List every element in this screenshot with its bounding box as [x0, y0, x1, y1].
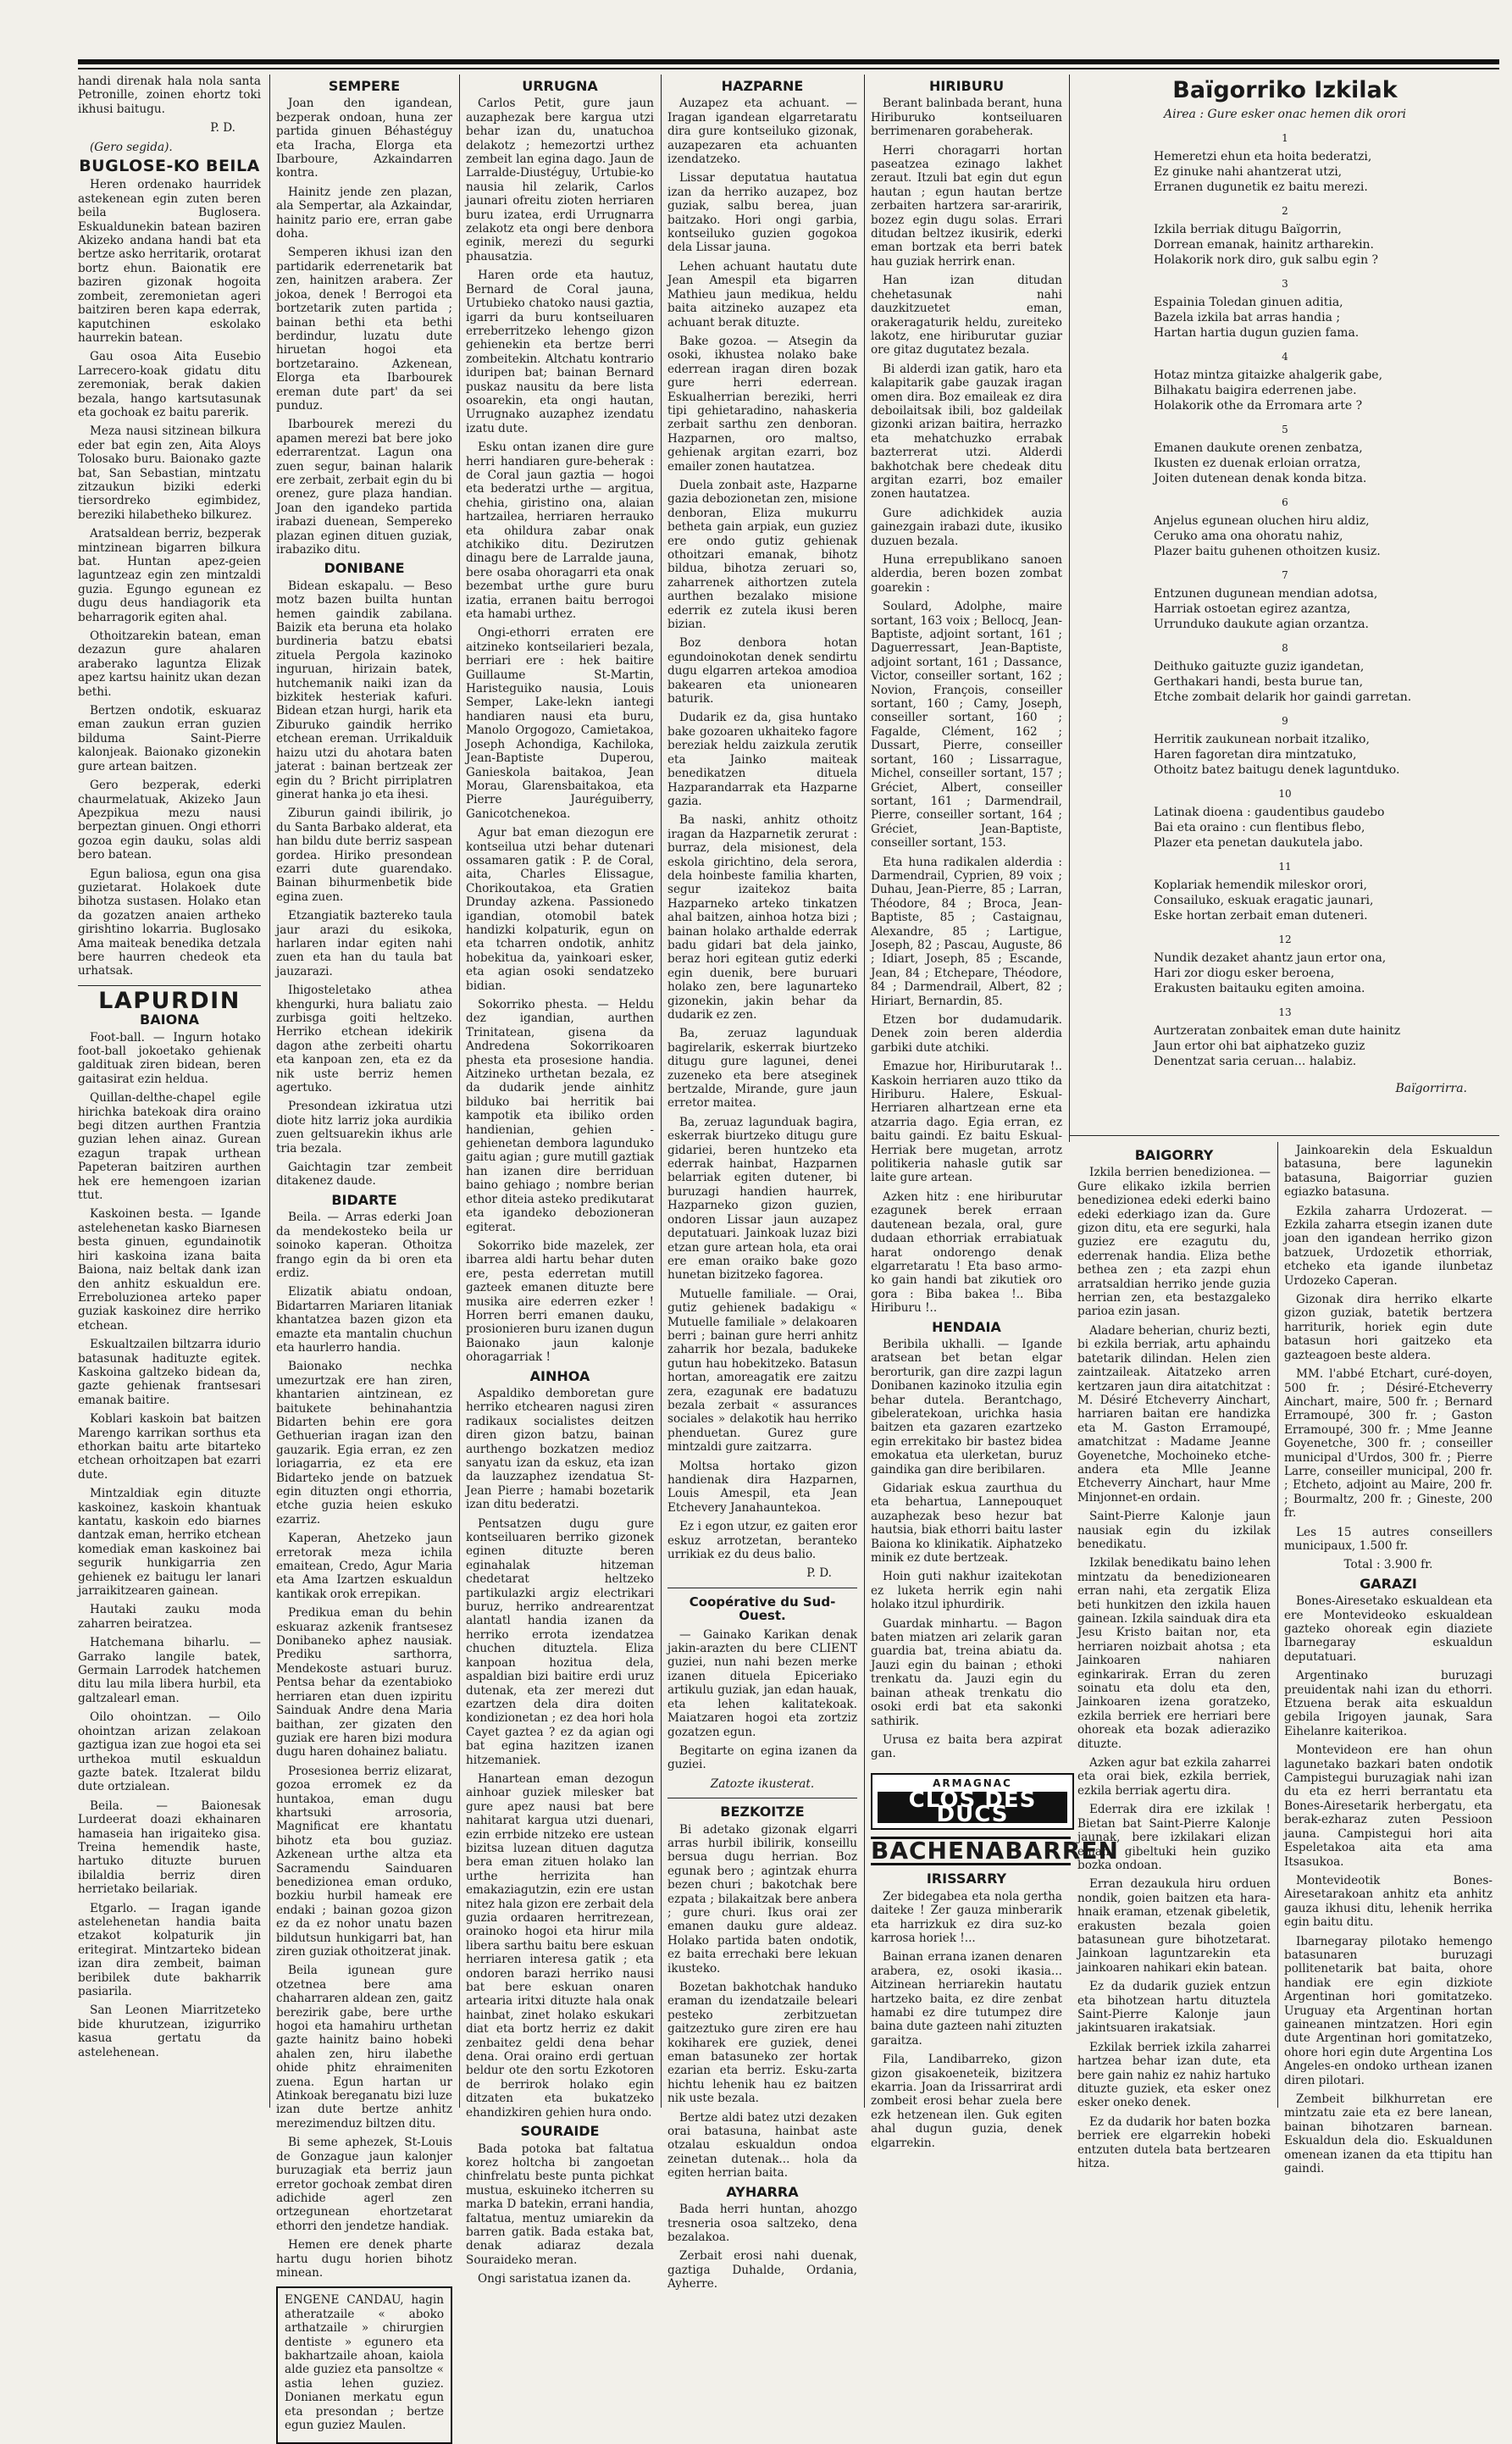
- column-3: [466, 75, 654, 2286]
- article-paragraph: Mintzaldiak egin dituzte kaskoinez, kaskoin khantuak kantatu, kaskoin edo biarnes dantzak eman, herriko etchean komediak eman kaskoinez bai segurik hunkigarria zen gehienek ez baitugu ler lanari jarraikitzearen gainean.: [78, 1487, 261, 1599]
- stanza-line: Erakusten baitauku egiten amoina.: [1154, 982, 1365, 995]
- article-paragraph: Sokorriko bide mazelek, zer ibarrea aldi hartu behar duten ere, pesta ederretan mutill gazteek emanen dituzte bere musika aire ederren ezker ! Horren berri emanen dauku, prosionieren buru izanen dugun Baionako jaun kalonje ohoragarriak !: [466, 1239, 654, 1365]
- article-paragraph: Meza nausi sitzinean bilkura eder bat egin zen, Aita Aloys Tolosako buru. Baionako gazte bat, San Sebastian, mintzatu zitzaukun biziki ederki tiersordreko egimbidez, bereziki hilabetheko bilkurez.: [78, 424, 261, 522]
- stanza-line: Hemeretzi ehun eta hoita bederatzi,: [1154, 150, 1372, 163]
- article-paragraph: Dudarik ez da, gisa huntako bake gozoaren ukhaiteko fagore bereziak heldu zaizkula zerutik eta Jainko maiteak benedikatzen dituela Hazparandarrak eta Hazparne gazia.: [667, 711, 857, 808]
- stanza-number: 7: [1282, 569, 1288, 581]
- article-paragraph: San Leonen Miarritzeteko bide khurutzean, izigurriko kasua gertatu da astelehenean.: [78, 2003, 261, 2059]
- stanza-line: Harriak ostoetan egirez azantza,: [1154, 602, 1351, 616]
- article-paragraph: Ez da dudarik guziek entzun eta bihotzean hartu dituztela Saint-Pierre Kalonje jaun jakintsuaren irakatsiak.: [1077, 1980, 1271, 2036]
- article-paragraph: Eta huna radikalen alderdia : Darmendrail, Cyprien, 89 voix ; Duhau, Jean-Pierre, 85 ; Larran, Théodore, 84 ; Broca, Jean-Baptiste, 85 ; Castaignau, Alexandre, 85 ; Lartigue, Joseph, 82 ; Pascau, Auguste, 86 ; Idiart, Joseph, 85 ; Escande, Jean, 84 ; Etchepare, Théodore, 84 ; Darmendrail, Albert, 82 ; Hiriart, Bernardin, 85.: [871, 855, 1062, 1008]
- article-paragraph: Erran dezaukula hiru orduen nondik, goien baitzen eta hara-hnaik eraman, etzenak gibeletik, erakusten bezala goien batasunean gure bihotzetarat. Jainkoan laguntzarekin eta jainkoaren nahikari ekin batean.: [1077, 1877, 1271, 1975]
- divider: [1069, 1135, 1499, 1136]
- stanza-line: Haren fagoretan dira mintzatuko,: [1154, 748, 1357, 762]
- section-title-bachenabarren: BACHENABARREN: [871, 1836, 1119, 1865]
- article-paragraph: Kaskoinen besta. — Igande astelehenetan kasko Biarnesen besta ginuen, egundainotik hiri kaskoina izana baita Baiona, naiz beltak dank izan den anhitz eskualdun ere. Erreboluzionea arteko paper guziak kaskoinez dire herriko etchean.: [78, 1207, 261, 1333]
- stanza-line: Holakorik othe da Erromara arte ?: [1154, 399, 1363, 413]
- section-title-bezkoitze: BEZKOITZE: [720, 1804, 805, 1821]
- article-paragraph: Lehen achuant hautatu dute Jean Amespil eta bigarren Mathieu jaun medikua, heldu baita aitzineko auzapez eta achuant berak dituzte.: [667, 259, 857, 330]
- article-paragraph: Herri choragarri hortan paseatzea ezinago lakhet zeraut. Itzuli bat egin dut egun hautan ; egun hautan bertze zerbaiten hartzera sar-araririk, bozez egin dugu solas. Errari ditudan beltzez ikusirik, ederki eman bortzak eta berri batek hau guziak herrirk enan.: [871, 143, 1062, 269]
- article-paragraph: Pentsatzen dugu gure kontseiluaren berriko gizonek eginen dituzte beren eginahalak hitzeman chedetarat heltzeko partikulazki argiz electrikari buruz, herriko andrearentzat alantatl handia izanen da herriko errota izendatzea chuchen dituztela. Eliza kanpoan hozitua dela, aspaldian bizi baitire erdi uruz dutenak, eta zer merezi dut ezartzen dela dira doiten kondizionetan ; ez dea hori hola Cayet gaztea ? ez da agian ogi bat egina hazitzen izanen hitzemaniek.: [466, 1516, 654, 1767]
- column-rule: [661, 75, 662, 2108]
- article-paragraph: Bertzen ondotik, eskuaraz eman zaukun erran guzien bilduma Saint-Pierre kalonjeak. Baionako gizonekin gure artean baitzen.: [78, 704, 261, 773]
- article-paragraph: Foot-ball. — Ingurn hotako foot-ball jokoetako gehienak galdituak ziren bidean, beren gaitasirat ezin heldua.: [78, 1030, 261, 1086]
- article-paragraph: Bi adetako gizonak elgarri arras hurbil ibilirik, konseillu bersua dugu herrian. Boz egunak bero ; agintzak ehurra bezen churi ; bakotchak bere ezpata ; bilakaitzak bere anbera ; gure churi. Ikus orai zer emanen dauku gure aldeaz. Holako partida baten ondotik, ez baita errechaki bere lekuan ikusteko.: [667, 1822, 857, 1976]
- article-paragraph: Prosesionea berriz elizarat, gozoa erromek ez da huntakoa, eman dugu khartsuki arrosoria, Magnificat ere khantatu bihotz eta bou guziaz. Azkenean urthe altza eta Sacramendu Sainduaren benedizionea eman orduko, bozkiu hurbil hameak ere endaki ; bainan gozoa gizon ez da ez nohor unatu bazen bildutsun hunkigarri bat, han ziren guziak othoitzerat jinak.: [276, 1764, 452, 1959]
- article-paragraph: Ihigosteletako athea khengurki, hura baliatu zaio zurbisga goiti heltzeko. Herriko etchean idekirik dagon athe zerbeiti ohartu eta kanpoan zen, eta ez da nik uste berriz hemen agertuko.: [276, 984, 452, 1095]
- article-paragraph: Bertze aldi batez utzi dezaken orai batasuna, hainbat aste otzalau eskualdun ondoa zeinetan dutenak... hola da egiten herrian baita.: [667, 2110, 857, 2181]
- article-paragraph: Etzen bor dudamudarik. Denek zoin beren alderdia garbiki dute atchiki.: [871, 1013, 1062, 1055]
- article-paragraph: Bones-Airesetako eskualdean eta ere Montevideoko eskualdean gazteko ohoreak egin diaziete Ibarnegaray eskualdun deputatuari.: [1284, 1594, 1493, 1664]
- poem-title: Baïgorriko Izkilak: [1172, 77, 1398, 103]
- stanza-line: Bai eta oraino : cun flentibus flebo,: [1154, 821, 1365, 834]
- section-title-hendaia: HENDAIA: [932, 1318, 1001, 1335]
- poem-air: Airea : Gure esker onac hemen dik orori: [1163, 108, 1407, 121]
- article-paragraph: Jainkoarekin dela Eskualdun batasuna, bere lagunekin batasuna, Baigorriar guzien egiazko batasuna.: [1284, 1144, 1493, 1200]
- article-paragraph: Begitarte on egina izanen da guziei.: [667, 1743, 857, 1772]
- article-paragraph: Etzangiatik baztereko taula jaur arazi du esikoka, harlaren indar egiten nahi zuen eta han du taula bat jauzarazi.: [276, 909, 452, 978]
- article-paragraph: Azken agur bat ezkila zaharrei eta orai biek, ezkila berriek, ezkila berriak agertu dira.: [1077, 1756, 1271, 1798]
- article-paragraph: Aladare beherian, churiz bezti, bi ezkila berriak, artu aphaindu batetarik dilindan. Helen zien zaintzaileak. Aitatzeko arren kertzaren jaun dira aitatchitzat : M. Désiré Etcheverry Ainchart, harriaren baitan ere handizka eta M. Gaston Erramoupé, amatchitzat : Madame Jeanne Goyenetche, Mochoineko etche-andera eta Mlle Jeanne Etcheverry Ainchart, haur Mme Minjonnet-en ordain.: [1077, 1323, 1271, 1505]
- article-paragraph: Urusa ez baita bera azpirat gan.: [871, 1732, 1062, 1761]
- article-paragraph: Montevideon ere han ohun lagunetako bazkari baten ondotik Campistegui buruzagiak nahi izan du eta ez herri berrantatu eta Bones-Airesetarik herbergatu, eta berak-ezharaz zuten Pessioon jauna. Campistegui hori aita Espeletakoa aita eta ama Itsasukoa.: [1284, 1743, 1493, 1869]
- section-title-sempere: SEMPERE: [328, 78, 401, 94]
- stanza-line: Plazer baitu guhenen othoitzen kusiz.: [1154, 545, 1381, 558]
- section-title-bidarte: BIDARTE: [331, 1191, 397, 1208]
- gero-note: (Gero segida).: [90, 140, 173, 154]
- article-paragraph: Auzapez eta achuant. — Iragan igandean elgarretaratu dira gure kontseiluko gizonak, auzapezaren eta achuanten izendatzeko.: [667, 97, 857, 167]
- article-paragraph: Mutuelle familiale. — Orai, gutiz gehienek badakigu « Mutuelle familiale » delakoaren berri ; bainan gure herri anhitz zaharrik hor bezala, badukeke gutun hau hobekitzeko. Batasun hortan, amoreagatik ere zaitzu zera, ezagunak ere badatuzu bezala zerbait « assurances sociales » delakotik hau herriko phenduetan. Gurez gure mintzaldi gure zaitzarra.: [667, 1287, 857, 1455]
- article-paragraph: Berant balinbada berant, huna Hiriburuko kontseiluaren berrimenaren gorabeherak.: [871, 97, 1062, 139]
- article-paragraph: Les 15 autres conseillers municipaux, 1.500 fr.: [1284, 1525, 1493, 1553]
- column-5: [871, 75, 1119, 2150]
- article-paragraph: Lissar deputatua hautatua izan da herriko auzapez, boz guziak, salbu berea, juan baitzako. Hori ongi garbia, kontseiluko guzien gogokoa dela Lissar jauna.: [667, 171, 857, 255]
- article-paragraph: Quillan-delthe-chapel egile hirichka batekoak dira oraino begi ditzen aurthen Frantzia guzian lehen ainaz. Gurean ezagun trapak urthean Papeteran baitziren aurthen hek ere hemengoen izarian ttut.: [78, 1091, 261, 1203]
- article-paragraph: Moltsa hortako gizon handienak dira Hazparnen, Louis Amespil, eta Jean Etchevery Janahauntekoa.: [667, 1459, 857, 1515]
- article-paragraph: Izkila berrien benedizionea. — Gure elikako izkila berrien benedizionea edeki ederki baino edeki ederkiago izan da. Gure gizon ditu, eta ere segurki, hala guziez ere ezagutu du, ederrenak handia. Eliza bethe bethea zen ; eta zazpi ehun arratsaldian herriko jende guzia herrian zen, eta bestazgaleko parioa ezin jasan.: [1077, 1166, 1271, 1319]
- poem-stanzas: [1077, 130, 1493, 1069]
- article-paragraph: Bake gozoa. — Atsegin da osoki, ikhustea nolako bake ederrean iragan diren bozak gure herri ederrean. Eskualherrian bereziki, herri tipi gehietaradino, nahaskeria zerbait sarthu zen denboran. Hazparnen, oro maltso, gehienak argitan ezarri, boz emailer zonen hautatzea.: [667, 334, 857, 474]
- stanza-line: Consailuko, eskuak eragatic jaunari,: [1154, 894, 1374, 907]
- section-title-souraide: SOURAIDE: [520, 2123, 600, 2140]
- stanza-number: 8: [1282, 642, 1288, 654]
- article-paragraph: Sokorriko phesta. — Heldu dez igandian, aurthen Trinitatean, gisena da Andredena Sokorrikoaren phesta eta prosesione handia. Aitzineko urthetan bezala, ez da dudarik jende ainhitz bilduko bai herritik bai kampotik eta ibiliko orden handienian, gehien - gehienetan dembora lagunduko gaitu agian ; gure mutill gaztiak han izanen dire berriduan baino gehiago ; nombre berian ethor diteia asteko predikutarat eta igandeko debozioneran egiterat.: [466, 998, 654, 1234]
- stanza-line: Etche zombait delarik hor gaindi garretan.: [1154, 690, 1412, 704]
- article-paragraph: — Gainako Karikan denak jakin-arazten du bere CLIENT guziei, nun nahi bezen merke izanen dituela Epiceriako artikulu guziak, jan edan hauak, eta lehen kalitatekoak. Maiatzaren hogoi eta zortziz gozatzen egun.: [667, 1627, 857, 1739]
- hazparne-sign: P. D.: [806, 1566, 832, 1581]
- stanza-line: Hotaz mintza gitaizke ahalgerik gabe,: [1154, 369, 1383, 382]
- zatozte-note: Zatozte ikusterat.: [710, 1776, 815, 1791]
- stanza-number: 6: [1282, 496, 1288, 508]
- stanza-line: Jaun ertor ohi bat aiphatzeko guziz: [1154, 1039, 1365, 1053]
- article-paragraph: Duela zonbait aste, Hazparne gazia debozionetan zen, misione denboran, Eliza mukurru betheta gain arpiak, eun guziez ere ondo gutiz gehienak othoitzari emanak, bihotz bildua, bihotza zeruari so, zaharrenek aithortzen zutela aurthen bezalako misione ederrik ez zutela ikusi beren bizian.: [667, 478, 857, 632]
- stanza-line: Gerthakari handi, besta burue tan,: [1154, 675, 1364, 689]
- stanza-line: Izkila berriak ditugu Baïgorrin,: [1154, 223, 1342, 236]
- stanza-line: Nundik dezaket ahantz jaun ertor ona,: [1154, 951, 1387, 965]
- article-paragraph: Han izan ditudan chehetasunak nahi dauzkitzuetet eman, orakeragaturik heldu, zureiteko lakotz, ene hiriburutar guziar ore gitaz dugutatez bezala.: [871, 274, 1062, 357]
- stanza-line: Bazela izkila bat arras handia ;: [1154, 311, 1341, 324]
- stanza-number: 2: [1282, 205, 1288, 217]
- article-paragraph: Agur bat eman diezogun ere kontseilua utzi behar dutenari ossamaren gatik : P. de Coral, aita, Charles Elissague, Chorikoutakoa, eta Gratien Drunday azkena. Passionedo igandian, otomobil batek handizki kolpaturik, egun on eta tcharren ondotik, anhitz hobekitua da, yainkoari esker, eta agian osoki sendatzeko bidian.: [466, 826, 654, 993]
- stanza-number: 13: [1278, 1006, 1292, 1018]
- stanza-number: 5: [1282, 424, 1288, 435]
- article-paragraph: Koblari kaskoin bat baitzen Marengo karrikan sorthus eta ethorkan baitu arte bitarteko etchean orhoitzapen bat ezarri dute.: [78, 1412, 261, 1482]
- section-title-baigorry: BAIGORRY: [1134, 1147, 1214, 1163]
- article-paragraph: Joan den igandean, bezperak ondoan, huna zer partida ginuen Béhastéguy eta Iracha, Elorga eta Ibarboure, Azkaindarren kontra.: [276, 97, 452, 180]
- section-title-ainhoa: AINHOA: [529, 1367, 590, 1384]
- article-paragraph: Zerbait erosi nahi duenak, gaztiga Duhalde, Ordania, Ayherre.: [667, 2249, 857, 2292]
- stanza-line: Bilhakatu baigira ederrenen jabe.: [1154, 384, 1357, 397]
- article-paragraph: Ziburun gaindi ibilirik, jo du Santa Barbako alderat, eta han bildu dute berriz saspean gordea. Hiriko presondean ezarri dute guarendako. Bainan bihurmenbetik bide egina zuen.: [276, 806, 452, 904]
- armagnac-ad: [871, 1773, 1074, 1830]
- stanza-line: Ez ginuke nahi ahantzerat utzi,: [1154, 165, 1343, 179]
- stanza-line: Plazer eta penetan daukutela jabo.: [1154, 836, 1364, 850]
- article-paragraph: Gero bezperak, ederki chaurmelatuak, Akizeko Jaun Apezpikua mezu nausi berpeztan ginuen. Ongi ethorri gozoa egin dauku, solas aldi bero batean.: [78, 779, 261, 862]
- section-title-garazi: GARAZI: [1360, 1575, 1417, 1592]
- stanza-line: Holakorik nork diro, guk salbu egin ?: [1154, 253, 1379, 267]
- article-paragraph: Carlos Petit, gure jaun auzaphezak bere kargua utzi behar izan du, unatuchoa delakotz ; hemezortzi urthez zembeit lan egina dago. Jaun de Larralde-Diustéguy, Urtubie-ko nausia hil zelarik, Carlos jaunari ofreitu zioten herriaren buru izatea, erdi Urrugnarra zelakotz eta ongi bere denbora eginik, merezi du segurki phausatzia.: [466, 97, 654, 263]
- article-paragraph: Eskualtzailen biltzarra idurio batasunak hadituzte egitek. Kaskoina galtzeko bidean da, gazte gehienak frantsesari emanak baitire.: [78, 1338, 261, 1407]
- article-paragraph: Beribila ukhalli. — Igande aratsean bet betan elgar berorturik, gan dire zazpi lagun Donibanen kazinoko itzulia egin behar dutela. Berantchago, gibeleratekoan, urichka hasia baitzen eta gazaren ezartzeko egin errekitako bir bastez bidea emokatua eta ulerketan, buruz gaindika gan dire beribilaren.: [871, 1337, 1062, 1477]
- stanza-line: Entzunen dugunean mendian adotsa,: [1154, 587, 1378, 601]
- article-paragraph: Guardak minhartu. — Bagon baten miatzen ari zelarik garan guardia bat, treina abiatu da. Jauzi egin du bainan ; ethoki trenkatu da. Jauzi egin du bainan atheak trenkatu dio osoki erdi bat eta sakonki sathirik.: [871, 1616, 1062, 1728]
- article-paragraph: Hatchemana biharlu. — Garrako langile batek, Germain Larrodek hatchemen ditu lau mila libera hurbil, eta galtzalearl eman.: [78, 1636, 261, 1705]
- stanza-line: Hari zor diogu esker beroena,: [1154, 967, 1335, 980]
- section-title-urrugna: URRUGNA: [522, 78, 598, 94]
- stanza-line: Ikusten ez duenak erloian orratza,: [1154, 457, 1361, 470]
- column-rule: [1277, 1142, 1278, 2108]
- column-rule: [269, 75, 270, 2108]
- column-1: [78, 75, 261, 2108]
- section-title-aiharra: AYHARRA: [726, 2183, 799, 2200]
- stanza-number: 4: [1282, 351, 1288, 363]
- article-paragraph: Zembeit bilkhurretan ere mintzatu zaie eta ez bere lanean, bainan bihotzaren barnean. Eskualdun dela dio. Eskualdunen omenean izanen da eta ttipitu han gaindi.: [1284, 2092, 1493, 2176]
- stanza-line: Latinak dioena : gaudentibus gaudebo: [1154, 806, 1385, 819]
- article-paragraph: Beila. — Baionesak Lurdeerat doazi ekhainaren hamaseia han irigaiteko gisa. Treina hemendik haste, hartuko dituzte buruen ibilaldia berriz diren herrietako beilariak.: [78, 1798, 261, 1897]
- article-paragraph: Bainan errana izanen denaren arabera, ez, osoki ikasia... Aitzinean herriarekin hautatu hartzeko baita, ez dire zenbat hamabi ez dire tutumpez dire baina dute gazteen nahi zituzten garaitza.: [871, 1950, 1062, 2048]
- article-paragraph: Gaichtagin tzar zembeit ditakenez daude.: [276, 1161, 452, 1189]
- stanza-line: Denentzat saria ceruan... halabiz.: [1154, 1055, 1357, 1068]
- article-paragraph: Gau osoa Aita Eusebio Larrecero-koak gidatu ditu zeremoniak, berak dakien bezala, hango kartsutasunak eta gochoak ez baitu parerik.: [78, 350, 261, 419]
- article-paragraph: Fila, Landibarreko, gizon gizon gisakoeneteik, bizitzera ekarria. Joan da Irissarrirat ardi zombeit erosi behar zuela bere ezk hetzenean ilen. Guk egiten ahal dugun guzia, denek elgarrekin.: [871, 2053, 1062, 2150]
- clos-des-ducs-label: CLOS DES DUCS: [878, 1792, 1067, 1823]
- column-rule: [459, 75, 460, 2108]
- article-paragraph: Ez i egon utzur, ez gaiten eror eskuz arrotzetan, beranteko urrikiak ez du deus balio.: [667, 1520, 857, 1562]
- article-paragraph: Aratsaldean berriz, bezperak mintzinean bigarren bilkura bat. Huntan apez-geien laguntzeaz egin zen mintzaldi guzia. Egungo egunean ez dugu deus handiagorik eta beharragorik egiten ahal.: [78, 527, 261, 624]
- section-title-donibane: DONIBANE: [324, 560, 405, 577]
- poem-sign: Baïgorrirra.: [1395, 1082, 1467, 1095]
- article-paragraph: Emazue hor, Hiriburutarak !.. Kaskoin herriaren auzo ttiko da Hiriburu. Halere, Eskual-Herriaren alhartzean erne eta atzarria dago. Egia erran, ez baitu gaindi. Ez baitu Eskual-Herriak bere mugetan, arrotz politikeria nahasle gutik sar laite gure artean.: [871, 1060, 1062, 1185]
- article-paragraph: Bada herri huntan, ahozgo tresneria osoa saltzeko, dena bezalakoa.: [667, 2203, 857, 2244]
- article-paragraph: Bozetan bakhotchak handuko eraman du izendatzaile beleari pesteko zerbitzuetan gaitzeztuko gure ziren ere hau kokiharek ere guziek, denei eman batasuneko zer hortak ezarian eta berriz. Esku-zarta hichtu lehenik hau ez baitzen nik uste bezala.: [667, 1981, 857, 2106]
- stanza-number: 9: [1282, 715, 1288, 727]
- stanza-line: Joiten dutenean denak konda bitza.: [1154, 472, 1367, 485]
- top-rule-thin: [78, 68, 1499, 69]
- article-paragraph: Predikua eman du behin eskuaraz azkenik frantsesez Donibaneko aphez nausiak. Prediku sarthorra, Mendekoste astuari buruz. Pentsa behar da ezentabioko herriaren etan duen izpiritu Sainduak Andre dena Maria baithan, zer gizaten den guziak ere haren bizi modura dugu haren dohainez baliatu.: [276, 1606, 452, 1760]
- section-title-lapurdin: LAPURDIN: [98, 987, 241, 1014]
- article-paragraph: Hoin guti nakhur izaitekotan ez luketa herrik egin nahi holako itzul iphurdirik.: [871, 1570, 1062, 1612]
- poem-section: [1077, 75, 1493, 1133]
- article-paragraph: Ba, zeruaz lagunduak bagirelarik, eskerrak biurtzeko ditugu gure lagunei, denei zuzeneko eta bere atseginek bertzalde, Mirande, gure jaun erretor maitea.: [667, 1027, 857, 1111]
- article-paragraph: Soulard, Adolphe, maire sortant, 163 voix ; Bellocq, Jean-Baptiste, adjoint sortant, 161 ; Daguerressart, Jean-Baptiste, adjoint sortant, 161 ; Dassance, Victor, conseiller sortant, 162 ; Novion, François, conseiller sortant, 160 ; Camy, Joseph, conseiller sortant, 160 ; Fagalde, Clément, 162 ; Dussart, Pierre, conseiller sortant, 160 ; Lissarrague, Michel, conseiller sortant, 157 ; Gréciet, Albert, conseiller sortant, 161 ; Darmendrail, Pierre, conseiller sortant, 164 ; Gréciet, Jean-Baptiste, conseiller sortant, 153.: [871, 600, 1062, 851]
- article-paragraph: Ba, zeruaz lagunduak bagira, eskerrak biurtzeko ditugu gure gidariei, beren huntzeko eta ederrak hainbat, Hazparnen belarriak egiten dutener, bi buruzagi handien haurrek, Hazparneko gizon guzien, ondoren Lissar jaun auzapez deputatuari. Jainkoak luzaz bizi etzan gure artean hola, eta orai ere eman oraiko bake gozo hunetan bizitzeko fagorea.: [667, 1115, 857, 1283]
- article-paragraph: Ba naski, anhitz othoitz iragan da Hazparnetik zerurat : burraz, dela misionest, dela eskola girichtino, dela serora, dela hoinbeste familia kharten, segur izaitekoz baita Hazparneko arteko tinkatzen ahal baitzen, ainhoa hotza bizi ; bainan holako arthalde ederrak badu gidari bat dela jainko, beraz hori egitean gutiz ederki egin duenik, bere buruari holako zen, bere lagunarteko gizonekin, jakin behar da dudarik ez zen.: [667, 813, 857, 1022]
- article-paragraph: Beila. — Arras ederki Joan da mendekosteko beila ur soinoko kaperan. Othoitza frango egin da bi oren eta erdiz.: [276, 1211, 452, 1280]
- article-paragraph: Saint-Pierre Kalonje jaun nausiak egin du izkilak benedikatu.: [1077, 1510, 1271, 1551]
- stanza-line: Ceruko ama ona ohoratu nahiz,: [1154, 529, 1343, 543]
- article-paragraph: Baionako nechka umezurtzak ere han ziren, khantarien aintzinean, ez baitukete behinahantzia Bidarten behin ere gora Gethuerian iragan izan den gauzarik. Egia erran, ez zen loriagarria, ez eta ere Bidarteko jende on batzuek egin dituzten ongi ethorria, etche guzia heien eskuko ezarriz.: [276, 1360, 452, 1527]
- stanza-line: Aurtzeratan zonbaitek eman dute hainitz: [1154, 1024, 1401, 1038]
- article-paragraph: Othoitzarekin batean, eman dezazun gure ahalaren araberako laguntza Elizak apez kartsu hainitz ukan dezan bethi.: [78, 629, 261, 699]
- article-paragraph: Haren orde eta hautuz, Bernard de Coral jauna, Urtubieko chatoko nausi gaztia, igarri da buru kontseiluaren erreberritzeko lehengo gizon gehienekin eta bertze berri zombeitekin. Altchatu kontrario iduripen bat; bainan Bernard puskaz nausitu da bere lista osoarekin, eta ongi hautan, Urrugnako auzaphez izendatu izatu dute.: [466, 269, 654, 435]
- stanza-line: Eske hortan zerbait eman duteneri.: [1154, 909, 1368, 923]
- stanza-number: 3: [1282, 278, 1288, 290]
- stanza-line: Urrunduko daukute agian orzantza.: [1154, 618, 1370, 631]
- column-2: [276, 75, 452, 2432]
- column-6a: [1077, 1144, 1271, 2171]
- article-paragraph: Esku ontan izanen dire gure herri handiaren gure-beherak : de Coral jaun gaztia — hogoi eta bederatzi urthe — argitua, chehia, giristino ona, alaian hartzailea, herriaren herrauko eta ohildura zabar onak atchikiko ditu. Dezirutzen dinagu bere de Larralde jauna, bere osaba ohoragarri eta onak bezembat urthe gure buru izatia, erranen baitu berrogoi eta hamabi urthez.: [466, 441, 654, 622]
- article-paragraph: Etgarlo. — Iragan igande astelehenetan handia baita etzakot kolpaturik jin eritegirat. Mintzarteko bidean izan dira zembeit, baiman beribilek dute bakharrik pasiarila.: [78, 1901, 261, 1998]
- article-paragraph: Kaperan, Ahetzeko jaun erretorak meza ichila emaitean, Credo, Agur Maria eta Ama Izartzen eskualdun kantikak orok errepikan.: [276, 1532, 452, 1601]
- article-paragraph: Ezkila zaharra Urdozerat. — Ezkila zaharra etsegin izanen dute joan den igandean herriko gizon batzuek, Urdozetik ethorriak, etcheko eta igande ilunbetaz Urdozeko Caperan.: [1284, 1204, 1493, 1288]
- stanza-line: Erranen dugunetik ez baitu merezi.: [1154, 180, 1368, 194]
- article-paragraph: Beila igunean gure otzetnea bere ama chaharraren aldean zen, gaitz berezirik gabe, bere urthe hogoi eta hamahiru urthetan gazte hainitz baino hobeki ahalen zen, hiru ilabethe ohide phitz ehraimeniten zuena. Egun hartan ur Atinkoak bereganatu bizi luze izan dute bertze anhitz merezimenduz biltzen ditu.: [276, 1964, 452, 2131]
- intro-sign: P. D.: [210, 121, 235, 136]
- article-paragraph: Gizonak dira herriko elkarte gizon guziak, batetik bertzera harriturik, horiek egin dute batasun hori gaitzeko eta gazteagoen beste aldera.: [1284, 1293, 1493, 1362]
- article-paragraph: Ibarbourek merezi du apamen merezi bat bere joko ederrarentzat. Lagun ona zuen segur, bainan halarik ere zerbait, zerbait egin du bi orenez, gure plaza handian. Joan den igandeko partida irabazi duenean, Sempereko plazan eginen dituen guziak, irabaziko ditu.: [276, 418, 452, 557]
- armagnac-label: ARMAGNAC: [933, 1776, 1012, 1789]
- article-paragraph: Zer bidegabea eta nola gertha daiteke ! Zer gauza minberarik eta harrizkuk ez dira suz-ko karrosa horiek !...: [871, 1889, 1062, 1945]
- stanza-line: Dorrean emanak, hainitz artharekin.: [1154, 238, 1375, 252]
- article-paragraph: Huna errepublikano sanoen alderdia, beren bozen zombat goarekin :: [871, 553, 1062, 595]
- article-paragraph: Montevideotik Bones-Airesetarakoan anhitz eta anhitz gauza ikhusi ditu, lehenik herrika egin baitu ditu.: [1284, 1873, 1493, 1930]
- coop-title: Coopérative du Sud-Ouest.: [689, 1593, 836, 1624]
- article-paragraph: Egun baliosa, egun ona gisa guzietarat. Holakoek dute bihotza sustasen. Holako etan da gozatzen anaien artheko girishtino lokarria. Buglosako Ama maiteak benedika detzala bere haurren chedeok eta urhatsak.: [78, 867, 261, 978]
- section-title-irissarry: IRISSARRY: [926, 1870, 1007, 1887]
- article-paragraph: Ezkilak berriek izkila zaharrei hartzea behar izan dute, eta bere gain nahiz ez nahiz hartuko dituzte guziek, eta esker onez esker oneko denek.: [1077, 2040, 1271, 2110]
- stanza-line: Hartan hartia dugun guzien fama.: [1154, 326, 1360, 340]
- article-paragraph: Azken hitz : ene hiriburutar ezagunek berek erraan dautenean bezala, oral, gure dudaan ethorriak errabiatuak harat ondorengo denak elgarretaratu ! Eta baso armo-ko gain handi bat zikutiek oro gora : Biba bakea !.. Biba Hiriburu !..: [871, 1189, 1062, 1316]
- article-paragraph: Ederrak dira ere izkilak ! Bietan bat Saint-Pierre Kalonje jaunak, bere izkilakari elizan eman gibeltuki hein guziko bozka ondoan.: [1077, 1803, 1271, 1872]
- article-paragraph: Bi alderdi izan gatik, haro eta kalapitarik gabe gauzak iragan omen dira. Boz emaileak ez dira deboilaitsak ibili, boz galdeilak gizonki arizan baitira, herrazko eta mehatchuzko errabak bazterrerat utzi. Alderdi bakhotchak bere chedeak ditu argitan ezarri, boz emailer zonen hautatzea.: [871, 362, 1062, 502]
- article-paragraph: Presondean izkiratua utzi diote hitz larriz joka aurdikia zuen geltsuarekin ikhus arle tria bezala.: [276, 1100, 452, 1155]
- column-6b: [1284, 1144, 1493, 2176]
- article-paragraph: Ez da dudarik hor baten bozka berriek ere elgarrekin hobeki entzuten dutela bata bertzearen hitza.: [1077, 2114, 1271, 2171]
- article-paragraph: Elizatik abiatu ondoan, Bidartarren Mariaren litaniak khantatzea bazen gizon eta emazte eta mantalin chuchun eta haurlerro handia.: [276, 1285, 452, 1355]
- stanza-line: Koplariak hemendik mileskor orori,: [1154, 878, 1367, 892]
- article-paragraph: Hainitz jende zen plazan, ala Sempertar, ala Azkaindar, hainitz pario ere, erran gabe doha.: [276, 185, 452, 241]
- article-paragraph: Bi seme aphezek, St-Louis de Gonzague jaun kalonjer buruzagiak eta berriz jaun erretor gochoak zembat diren adichide agerl zen ortzegunean ehortzetarat ethorri den jendetze handiak.: [276, 2136, 452, 2233]
- section-title-baiona: BAIONA: [140, 1011, 199, 1028]
- top-rule: [78, 59, 1499, 64]
- article-paragraph: Gidariak eskua zaurthua du eta behartua, Lannepouquet auzaphezak beso hezur bat hautsia, biak ethorri baitu laster Baiona ko klinikatik. Aiphatzeko minik ez dute bertzeak.: [871, 1482, 1062, 1566]
- dentist-ad: [276, 2286, 452, 2444]
- article-paragraph: Hanartean eman dezogun ainhoar guziek milesker bat gure apez nausi bat bere nahitarat kargua utzi duenari, ezin errbide nitzeko ere ustean bizitsa luzean dituen dagutza bera eman zituen holako lan urthe herrizita han emakaziagutzin, ezin ere ustan nitez hala gizon ere zerbait dela guzia ordaaren herritrezean, orainoko hogoi eta hirur mila libera sarthu baitu bere eskuan herriaren interesa gatik ; eta ondoren barazi herriko nausi bat bere eskuan onaren artearia iritxi dituzte hala onak hainbat, zinet holako eskukari diat eta bortz herriz ez dakit zenbaitez geldi dena behar dena. Orai oraino erdi gertuan beldur ote den sortu Ezkotoren de berrirok holako egin ditzaten eta bukatzeko ehandizkiren gehien hura ondo.: [466, 1771, 654, 2120]
- stanza-number: 11: [1278, 861, 1292, 873]
- stanza-line: Espainia Toledan ginuen aditia,: [1154, 296, 1343, 309]
- stanza-number: 1: [1282, 132, 1288, 144]
- stanza-number: 12: [1278, 934, 1292, 945]
- column-rule: [1069, 75, 1070, 1142]
- divider: [78, 985, 261, 986]
- article-paragraph: Ibarnegaray pilotako hemengo batasunaren buruzagi pollitenetarik bat baita, ohore handiak ere egin dizkiote Argentinan hori gomitatzeko. Uruguay eta Argentinan hortan gaineanen mintzatzen. Hori egin dute Argentinan hori gomitatzeko, ohore hori egin dute Argentina Los Angeles-en ondoko urthean izanen diren pilotari.: [1284, 1934, 1493, 2087]
- article-paragraph: Ongi-ethorri erraten ere aitzineko kontseilarieri bezala, berriari ere : hek baitire Guillaume St-Martin, Haristeguiko nausia, Louis Semper, Lake-lekn iantegi handiaren nausi eta buru, Manolo Orgogozo, Camietakoa, Joseph Achondiga, Kachiloka, Jean-Baptiste Duperou, Ganieskola baitakoa, Jean Morau, Glarensbaitakoa, eta Pierre Jauréguiberry, Ganicotchenekoa.: [466, 626, 654, 821]
- article-paragraph: Oilo ohointzan. — Oilo ohointzan arizan zelakoan gaztigua izan zue hogoi eta sei urthekoa mutil eskualdun gazte batek. Itzalerat bildu dute ortzialean.: [78, 1710, 261, 1794]
- section-title-buglose: BUGLOSE-KO BEILA: [79, 157, 260, 176]
- intro-text: handi direnak hala nola santa Petronille, zoinen ehortz toki ikhusi baitugu.: [78, 75, 261, 116]
- section-title-hazparne: HAZPARNE: [721, 78, 804, 94]
- article-paragraph: Izkilak benedikatu baino lehen mintzatu da benedizionearen erran nahi, eta zergatik Eliza beti hunkitzen den izkila hauen gainean. Izkila sainduak dira eta Jesu Kristo baitan nor, eta herriaren noizbait ahotsa ; eta Jainkoaren nahiaren eginkarirak. Erran du zeren soinatu eta dolu eta den, Jainkoaren izena goratzeko, ezkila berriek ere herriari bere ohoreak eta bozak adieraziko dituzte.: [1077, 1556, 1271, 1751]
- article-paragraph: Bidean eskapalu. — Beso motz bazen builta huntan hemen gaindik zabilana. Baizik eta beruna eta holako burdineria batzu ebatsi zituela Pergola kazinoko inguruan, hirizain batek, hutchemanik naiki izan da bizkitek hesteriak kafuri. Bidean etzan hurgi, harik eta Ziburuko gaindik herriko etchean ereman. Urrikalduik haizu utzi du ahotara baten jaterat : bainan bertzeak zer egin du ? Bricht pirriplatren ginerat hanka jo eta ihesi.: [276, 579, 452, 801]
- article-paragraph: Argentinako buruzagi preuidentak nahi izan du ethorri. Etzuena berak aita eskualdun gebila Irigoyen jaunak, Sara Eihelanre kaiterikoa.: [1284, 1669, 1493, 1738]
- article-paragraph: Hautaki zauku moda zaharren beiratzea.: [78, 1603, 261, 1631]
- stanza-line: Othoitz batez baitugu denek laguntduko.: [1154, 763, 1400, 777]
- article-paragraph: Boz denbora hotan egundoinokotan denek sendirtu dugu elgarren artekoa amodioa bakearen eta unionearen baturik.: [667, 636, 857, 707]
- total-line: Total : 3.900 fr.: [1343, 1558, 1433, 1572]
- column-4: [667, 75, 857, 2292]
- article-paragraph: Hemen ere denek pharte hartu dugu horien bihotz minean.: [276, 2238, 452, 2280]
- stanza-line: Emanen daukute orenen zenbatza,: [1154, 441, 1363, 455]
- article-paragraph: Aspaldiko demboretan gure herriko etchearen nagusi ziren radikaux socialistes deitzen diren gizon batzu, bainan aurthengo bozkatzen medioz sanyatu izan da eskuz, eta izan da lauzzaphez izendatua St-Jean Pierre ; hamabi bozetarik izan ditu bederatzi.: [466, 1386, 654, 1512]
- section-title-hiriburu: HIRIBURU: [928, 78, 1005, 94]
- article-paragraph: Gure adichkidek auzia gainezgain irabazi dute, ikusiko duzuen bezala.: [871, 506, 1062, 548]
- stanza-number: 10: [1278, 788, 1292, 800]
- article-paragraph: Heren ordenako haurridek astekenean egin zuten beren beila Buglosera. Eskualdunekin batean baziren Akizeko andana handi bat eta bertze asko herritarik, orotarat bortz ehun. Baionatik ere baziren gizonak hogoita zombeit, zeremonietan ageri baitziren beren kapa ederrak, kaputchinen eskolako haurrekin batean.: [78, 178, 261, 345]
- article-paragraph: Ongi saristatua izanen da.: [478, 2272, 631, 2286]
- stanza-line: Herritik zaukunean norbait itzaliko,: [1154, 733, 1370, 746]
- article-paragraph: MM. l'abbé Etchart, curé-doyen, 500 fr. ; Désiré-Etcheverry Ainchart, maire, 500 fr. ; Bernard Erramoupé, 300 fr. ; Gaston Erramoupé, 300 fr. ; Mme Jeanne Goyenetche, 300 fr. ; conseiller municipal d'Urdos, 300 fr. ; Pierre Larre, conseiller municipal, 200 fr. ; Etcheto, adjoint au Maire, 200 fr. ; Bourmaltz, 200 fr. ; Gineste, 200 fr.: [1284, 1367, 1493, 1521]
- stanza-line: Anjelus egunean oluchen hiru aldiz,: [1154, 514, 1370, 528]
- article-paragraph: Bada potoka bat faltatua korez holtcha bi zangoetan chinfrelatu beste punta pichkat mustua, eskuineko itcherren su marka D batekin, errani handia, faltatua, mentuz umiarekin da barren gatik. Bada estaka bat, denak adiaraz dezala Souraideko meran.: [466, 2142, 654, 2267]
- stanza-line: Deithuko gaituzte guziz igandetan,: [1154, 660, 1365, 673]
- dentist-ad-text: ENGENE CANDAU, hagin atheratzaile « aboko arthatzaile » chirurgien dentiste » egunero eta bakhartzaile ahoan, kaiola alde guziez eta pansoltze « astia lehen guziez. Donianen merkatu egun eta presondan ; bertze egun guziez Maulen.: [285, 2293, 444, 2432]
- article-paragraph: Semperen ikhusi izan den partidarik ederrenetarik bat zen, hainitzen arabera. Zer jokoa, denek ! Berrogoi eta bortzetarik zuten partida ; bainan bethi eta bethi berdindur, luzatu dute hiruetan hogoi eta bortzetaraino. Azkenean, Elorga eta Ibarbourek ereman dute part' da sei punduz.: [276, 246, 452, 413]
- column-rule: [864, 75, 865, 2108]
